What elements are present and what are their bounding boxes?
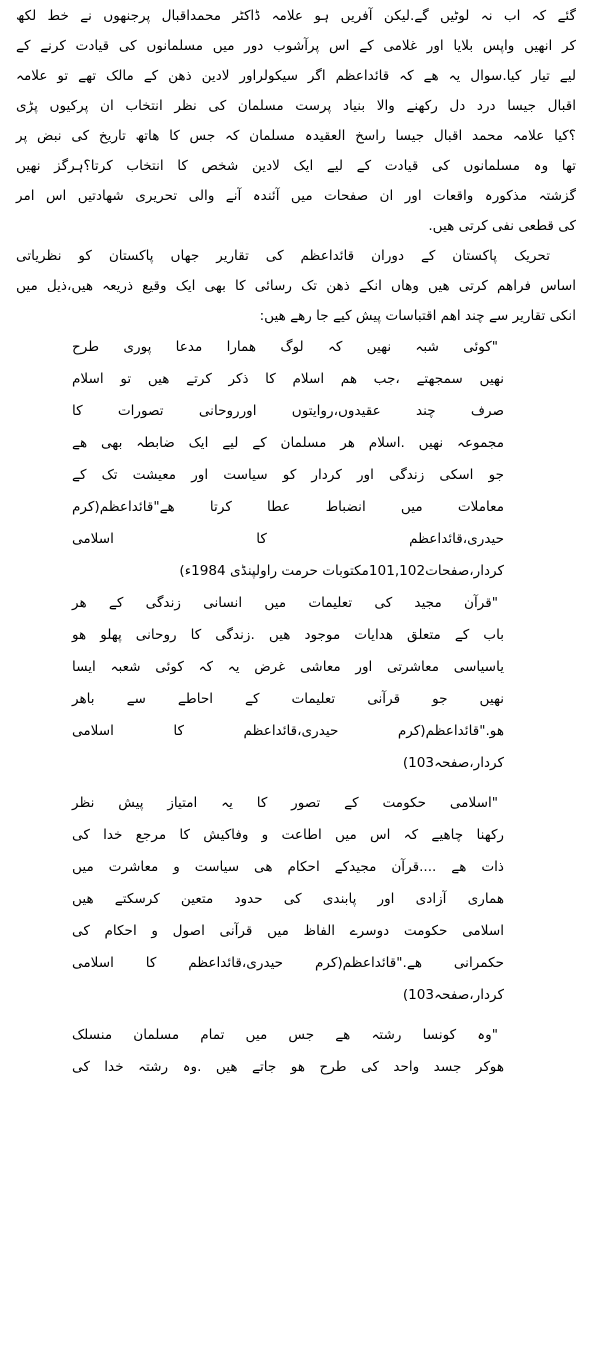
quote-line: یاسیاسی معاشرتی اور معاشی غرض یہ کہ کوئی شعبہ ایسا — [72, 659, 504, 675]
quote-line: کردار،صفحات101,102مکتوبات حرمت راولپنڈی 1984ء) — [179, 563, 504, 579]
quote-line: "کوئی شبہ نھیں کہ لوگ ھمارا مدعا پوری طرح — [72, 339, 498, 355]
quote-line: معاملات میں انضباط عطا کرتا ھے"قائداعظم(کرم — [72, 499, 504, 515]
text-line: انکی تقاریر سے چند اھم اقتباسات پیش کیے جا رھے ھیں: — [259, 308, 576, 324]
quote-line: جو اسکی زندگی اور کردار کو سیاست اور معیشت تک کے — [72, 467, 504, 483]
quote-line: نھیں جو قرآنی تعلیمات کے احاطے سے باھر — [72, 691, 504, 707]
quote-line: مجموعہ نھیں .اسلام ھر مسلمان کے لیے ایک ضابطہ بھی ھے — [72, 435, 504, 451]
quote-line: اسلامی حکومت دوسرے الفاظ میں قرآنی اصول و احکام کی — [72, 923, 504, 939]
quote-line: ذات ھے ....قرآن مجیدکے احکام ھی سیاست و معاشرت میں — [72, 859, 504, 875]
quote-line: باب کے متعلق ھدایات موجود ھیں .زندگی کا روحانی پھلو ھو — [72, 627, 504, 643]
text-line: ؟کیا علامہ محمد اقبال جیسا راسخ العقیدہ مسلمان کہ جس کا ھاتھ تاریخ کی نبض پر — [16, 128, 576, 144]
quote-line: صرف چند عقیدوں،روایتوں اورروحانی تصورات کا — [72, 403, 504, 419]
quote-line: ھو."قائداعظم(کرم حیدری،قائداعظم کا اسلامی — [72, 723, 504, 739]
text-line: اقبال جیسا درد دل رکھنے والا بنیاد پرست مسلمان کی نظر انتخاب ان پرکیوں پڑی — [16, 98, 576, 114]
text-line: کی قطعی نفی کرتی ھیں. — [428, 218, 576, 234]
text-line: لیے تیار کیا.سوال یہ ھے کہ قائداعظم اگر سیکولراور لادین ذھن کے مالک تھے تو علامہ — [16, 68, 576, 84]
quote-line: کردار،صفحہ103) — [402, 987, 504, 1003]
text-line: گئے کہ اب نہ لوٹیں گے.لیکن آفریں ہو علامہ ڈاکٹر محمداقبال پرجنھوں نے خط لکھ — [16, 8, 576, 24]
quote-line: رکھنا چاھیے کہ اس میں اطاعت و وفاکیش کا مرجع خدا کی — [72, 827, 504, 843]
text-line: تھا وہ مسلمانوں کی قیادت کے لیے ایک لادین شخص کا انتخاب کرتا؟ہرگز نھیں — [16, 158, 576, 174]
quote-line: ھوکر جسد واحد کی طرح ھو جاتے ھیں .وہ رشتہ خدا کی — [72, 1059, 504, 1075]
quote-line: نھیں سمجھتے ،جب ھم اسلام کا ذکر کرتے ھیں تو اسلام — [72, 371, 504, 387]
text-line: کر انھیں واپس بلایا اور غلامی کے اس پرآشوب دور میں مسلمانوں کی قیادت کرنے کے — [16, 38, 576, 54]
quote-line: کردار،صفحہ103) — [402, 755, 504, 771]
quote-line: "قرآن مجید کی تعلیمات میں انسانی زندگی کے ھر — [72, 595, 498, 611]
quote-line: حکمرانی ھے."قائداعظم(کرم حیدری،قائداعظم کا اسلامی — [72, 955, 504, 971]
quote-line: "اسلامی حکومت کے تصور کا یہ امتیاز پیش نظر — [72, 795, 498, 811]
text-line: گزشتہ مذکورہ واقعات اور ان صفحات میں آئندہ آنے والی تحریری شھادتیں اس امر — [16, 188, 576, 204]
text-line: تحریک پاکستان کے دوران قائداعظم کی تقاریر جھاں پاکستان کو نظریاتی — [16, 248, 550, 264]
quote-line: حیدری،قائداعظم کا اسلامی — [72, 531, 504, 547]
quote-line: ھماری آزادی اور پابندی کی حدود متعین کرسکتے ھیں — [72, 891, 504, 907]
text-line: اساس فراھم کرتی ھیں وھاں انکے ذھن تک رسائی کا بھی ایک وقیع ذریعہ ھیں،ذیل میں — [16, 278, 576, 294]
quote-line: "وہ کونسا رشتہ ھے جس میں تمام مسلمان منسلک — [72, 1027, 498, 1043]
